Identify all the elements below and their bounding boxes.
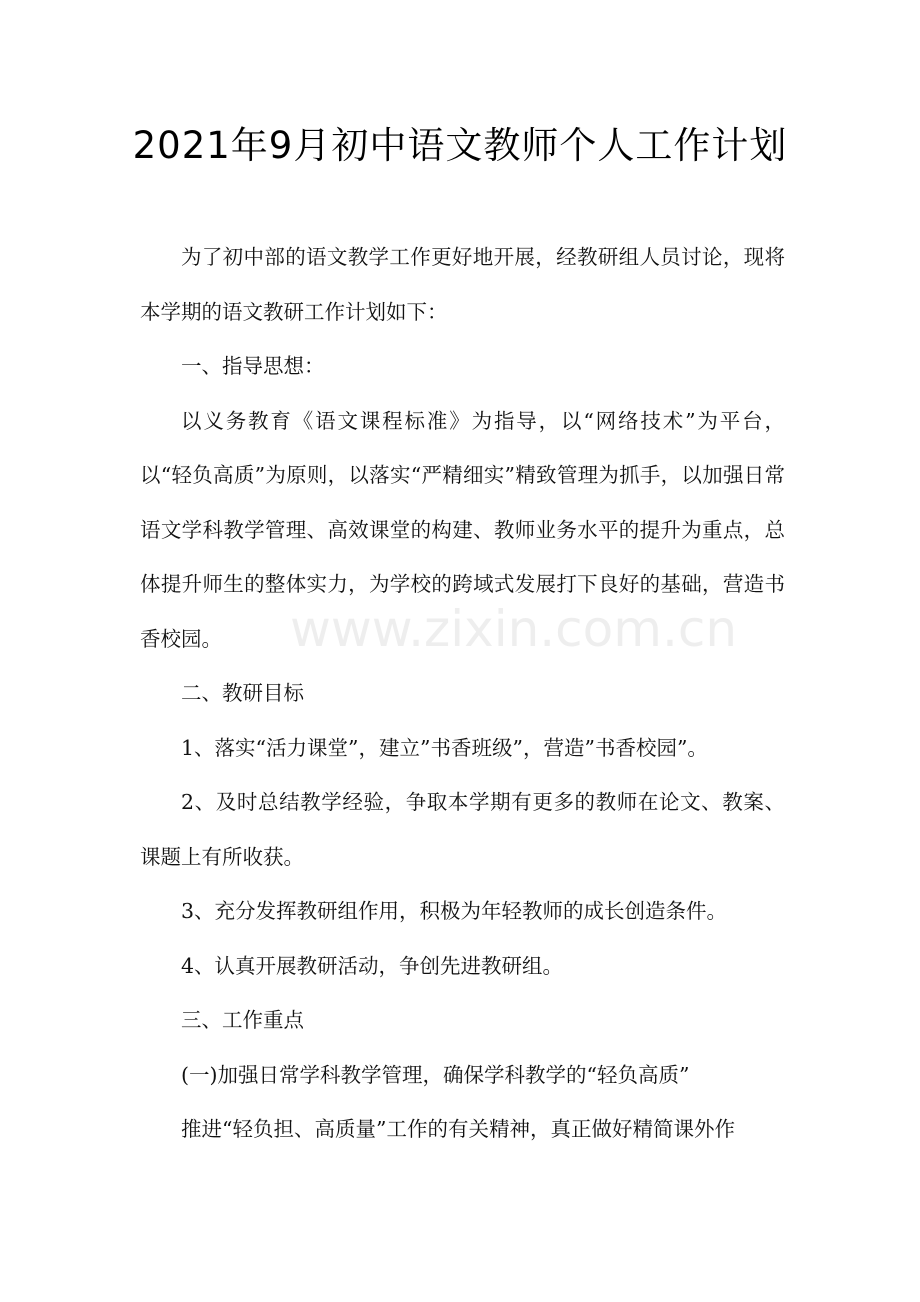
heading-guiding-ideology: 一、指导思想：: [181, 354, 325, 378]
paragraph-intro: 为了初中部的语文教学工作更好地开展，经教研组人员讨论，现将本学期的语文教研工作计划如下：: [140, 245, 785, 324]
goal-item-4: 4、认真开展教研活动，争创先进教研组。: [181, 953, 564, 978]
document-title: 2021年9月初中语文教师个人工作计划: [132, 124, 788, 167]
paragraph-daily-management: 推进“轻负担、高质量”工作的有关精神，真正做好精简课外作: [181, 1117, 735, 1141]
watermark: www.zixin.com.cn: [290, 600, 738, 658]
heading-work-focus: 三、工作重点: [181, 1008, 304, 1032]
goal-item-3: 3、充分发挥教研组作用，积极为年轻教师的成长创造条件。: [181, 899, 728, 923]
paragraph-guiding-ideology: 以义务教育《语文课程标准》为指导，以“网络技术”为平台，以“轻负高质”为原则，以落实“严精细实”精致管理为抓手，以加强日常语文学科教学管理、高效课堂的构建、教师业务水平的提升为重点，总体提升师生的整体实力，为学校的跨域式发展打下良好的基础，营造书香校园。: [140, 408, 785, 651]
document-body: [140, 230, 785, 1157]
subheading-daily-management: (一)加强日常学科教学管理，确保学科教学的“轻负高质”: [181, 1062, 690, 1087]
heading-teaching-research-goals: 二、教研目标: [181, 681, 304, 705]
goal-item-1: 1、落实“活力课堂”，建立”书香班级”，营造”书香校园”。: [181, 735, 708, 760]
goal-item-2: 2、及时总结教学经验，争取本学期有更多的教师在论文、教案、课题上有所收获。: [140, 790, 785, 869]
